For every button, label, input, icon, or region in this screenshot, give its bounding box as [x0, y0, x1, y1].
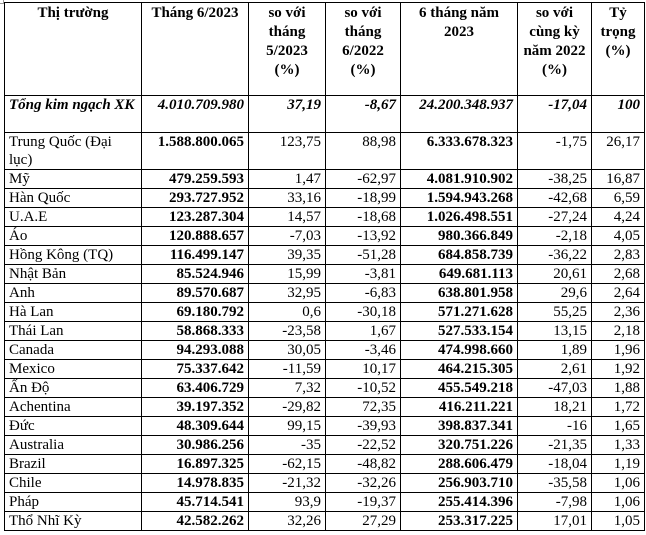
cell-market: Mexico [5, 360, 142, 379]
cell-six-months: 571.271.628 [401, 303, 518, 322]
cell-share: 2,68 [592, 265, 645, 284]
cell-month: 479.259.593 [142, 170, 249, 189]
cell-vs-same-month: 10,17 [326, 360, 401, 379]
cell-six-months: 455.549.218 [401, 379, 518, 398]
cell-vs-same-period: -47,03 [518, 379, 592, 398]
cell-market: Pháp [5, 493, 142, 512]
cell-six-months: 980.366.849 [401, 227, 518, 246]
table-row [5, 417, 645, 436]
cell-share: 6,59 [592, 189, 645, 208]
cell-vs-prev-month: 14,57 [249, 208, 326, 227]
cell-vs-prev-month: 0,6 [249, 303, 326, 322]
cell-share: 26,17 [592, 133, 645, 170]
cell-share: 1,72 [592, 398, 645, 417]
cell-vs-same-month: 1,67 [326, 322, 401, 341]
cell-vs-same-month: 27,29 [326, 512, 401, 531]
cell-vs-same-period: 55,25 [518, 303, 592, 322]
table-row [5, 436, 645, 455]
table-row [5, 398, 645, 417]
cell-share: 1,19 [592, 455, 645, 474]
cell-vs-prev-month: 39,35 [249, 246, 326, 265]
table-row [5, 341, 645, 360]
cell-share: 1,06 [592, 493, 645, 512]
table-row [5, 227, 645, 246]
cell-vs-same-period: -7,98 [518, 493, 592, 512]
cell-vs-prev-month: -7,03 [249, 227, 326, 246]
cell-vs-same-month: -39,93 [326, 417, 401, 436]
table-row [5, 189, 645, 208]
table-row [5, 512, 645, 531]
cell-vs-prev-month: -29,82 [249, 398, 326, 417]
cell-vs-same-period: -42,68 [518, 189, 592, 208]
cell-month: 69.180.792 [142, 303, 249, 322]
cell-share: 1,65 [592, 417, 645, 436]
cell-vs-prev-month: 30,05 [249, 341, 326, 360]
cell-share: 16,87 [592, 170, 645, 189]
table-row [5, 322, 645, 341]
cell-vs-prev-month: 32,26 [249, 512, 326, 531]
cell-vs-same-month: -13,92 [326, 227, 401, 246]
cell-market: Trung Quốc (Đại lục) [5, 133, 142, 170]
cell-vs-prev-month: -23,58 [249, 322, 326, 341]
cell-six-months: 464.215.305 [401, 360, 518, 379]
total-month: 4.010.709.980 [142, 96, 249, 133]
cell-vs-same-period: -21,35 [518, 436, 592, 455]
table-row [5, 170, 645, 189]
cell-month: 293.727.952 [142, 189, 249, 208]
cell-vs-same-period: 1,89 [518, 341, 592, 360]
cell-share: 1,88 [592, 379, 645, 398]
cell-vs-same-period: -38,25 [518, 170, 592, 189]
cell-vs-same-month: -3,46 [326, 341, 401, 360]
cell-vs-prev-month: 99,15 [249, 417, 326, 436]
cell-vs-same-period: -2,18 [518, 227, 592, 246]
cell-share: 2,18 [592, 322, 645, 341]
cell-vs-same-month: -32,26 [326, 474, 401, 493]
cell-vs-same-period: -36,22 [518, 246, 592, 265]
table-row [5, 208, 645, 227]
cell-market: Chile [5, 474, 142, 493]
cell-market: Đức [5, 417, 142, 436]
cell-vs-prev-month: 93,9 [249, 493, 326, 512]
table-row [5, 360, 645, 379]
cell-month: 120.888.657 [142, 227, 249, 246]
cell-month: 123.287.304 [142, 208, 249, 227]
cell-month: 45.714.541 [142, 493, 249, 512]
cell-market: Hồng Kông (TQ) [5, 246, 142, 265]
header-vs-prev-month: so với tháng 5/2023 (%) [249, 3, 326, 96]
table-row [5, 265, 645, 284]
cell-share: 2,64 [592, 284, 645, 303]
cell-share: 1,05 [592, 512, 645, 531]
cell-month: 16.897.325 [142, 455, 249, 474]
header-vs-same-month: so với tháng 6/2022 (%) [326, 3, 401, 96]
table-row [5, 474, 645, 493]
cell-vs-same-month: 88,98 [326, 133, 401, 170]
cell-market: Brazil [5, 455, 142, 474]
cell-share: 1,06 [592, 474, 645, 493]
cell-vs-prev-month: -21,32 [249, 474, 326, 493]
cell-vs-prev-month: 123,75 [249, 133, 326, 170]
table-row [5, 284, 645, 303]
cell-market: U.A.E [5, 208, 142, 227]
cell-vs-same-month: -10,52 [326, 379, 401, 398]
cell-vs-prev-month: -11,59 [249, 360, 326, 379]
cell-vs-prev-month: -62,15 [249, 455, 326, 474]
cell-vs-prev-month: 32,95 [249, 284, 326, 303]
cell-share: 4,24 [592, 208, 645, 227]
table-row [5, 493, 645, 512]
cell-vs-same-period: 29,6 [518, 284, 592, 303]
header-month: Tháng 6/2023 [142, 3, 249, 96]
cell-vs-same-month: -51,28 [326, 246, 401, 265]
total-row [5, 96, 645, 133]
cell-vs-same-month: -62,97 [326, 170, 401, 189]
cell-vs-same-period: -27,24 [518, 208, 592, 227]
cell-six-months: 638.801.958 [401, 284, 518, 303]
table-row [5, 133, 645, 170]
cell-market: Nhật Bản [5, 265, 142, 284]
cell-vs-same-month: -30,18 [326, 303, 401, 322]
export-market-table [4, 2, 645, 531]
cell-vs-same-month: -19,37 [326, 493, 401, 512]
cell-month: 85.524.946 [142, 265, 249, 284]
cell-six-months: 1.594.943.268 [401, 189, 518, 208]
header-six-months: 6 tháng năm 2023 [401, 3, 518, 96]
cell-vs-prev-month: -35 [249, 436, 326, 455]
cell-share: 1,96 [592, 341, 645, 360]
cell-month: 14.978.835 [142, 474, 249, 493]
total-market: Tổng kim ngạch XK [5, 96, 142, 133]
cell-vs-same-month: -48,82 [326, 455, 401, 474]
table-row [5, 455, 645, 474]
table-row [5, 379, 645, 398]
cell-vs-same-month: -6,83 [326, 284, 401, 303]
cell-share: 1,92 [592, 360, 645, 379]
cell-vs-same-period: 17,01 [518, 512, 592, 531]
cell-vs-prev-month: 1,47 [249, 170, 326, 189]
total-vs-prev-month: 37,19 [249, 96, 326, 133]
cell-vs-same-period: -35,58 [518, 474, 592, 493]
cell-six-months: 256.903.710 [401, 474, 518, 493]
header-vs-same-period: so với cùng kỳ năm 2022 (%) [518, 3, 592, 96]
cell-six-months: 416.211.221 [401, 398, 518, 417]
cell-six-months: 288.606.479 [401, 455, 518, 474]
header-row [5, 3, 645, 96]
header-share: Tỷ trọng (%) [592, 3, 645, 96]
cell-share: 4,05 [592, 227, 645, 246]
total-six-months: 24.200.348.937 [401, 96, 518, 133]
cell-vs-same-month: -18,99 [326, 189, 401, 208]
cell-six-months: 474.998.660 [401, 341, 518, 360]
cell-month: 39.197.352 [142, 398, 249, 417]
cell-share: 1,33 [592, 436, 645, 455]
cell-month: 30.986.256 [142, 436, 249, 455]
total-share: 100 [592, 96, 645, 133]
cell-month: 75.337.642 [142, 360, 249, 379]
cell-vs-same-period: -16 [518, 417, 592, 436]
cell-market: Áo [5, 227, 142, 246]
cell-market: Mỹ [5, 170, 142, 189]
cell-month: 116.499.147 [142, 246, 249, 265]
cell-vs-same-period: -1,75 [518, 133, 592, 170]
cell-six-months: 320.751.226 [401, 436, 518, 455]
cell-market: Thổ Nhĩ Kỳ [5, 512, 142, 531]
cell-six-months: 6.333.678.323 [401, 133, 518, 170]
cell-market: Hàn Quốc [5, 189, 142, 208]
cell-month: 58.868.333 [142, 322, 249, 341]
cell-six-months: 253.317.225 [401, 512, 518, 531]
cell-vs-same-period: -18,04 [518, 455, 592, 474]
cell-vs-same-month: -3,81 [326, 265, 401, 284]
cell-six-months: 1.026.498.551 [401, 208, 518, 227]
cell-month: 63.406.729 [142, 379, 249, 398]
cell-vs-prev-month: 7,32 [249, 379, 326, 398]
cell-vs-same-period: 13,15 [518, 322, 592, 341]
cell-month: 89.570.687 [142, 284, 249, 303]
cell-six-months: 398.837.341 [401, 417, 518, 436]
cell-month: 94.293.088 [142, 341, 249, 360]
total-vs-same-month: -8,67 [326, 96, 401, 133]
cell-six-months: 649.681.113 [401, 265, 518, 284]
cell-market: Thái Lan [5, 322, 142, 341]
cell-vs-same-month: 72,35 [326, 398, 401, 417]
table-row [5, 303, 645, 322]
cell-vs-prev-month: 15,99 [249, 265, 326, 284]
cell-market: Australia [5, 436, 142, 455]
cell-market: Ấn Độ [5, 379, 142, 398]
cell-vs-same-month: -18,68 [326, 208, 401, 227]
cell-market: Anh [5, 284, 142, 303]
cell-six-months: 255.414.396 [401, 493, 518, 512]
cell-six-months: 4.081.910.902 [401, 170, 518, 189]
cell-vs-same-period: 18,21 [518, 398, 592, 417]
total-vs-same-period: -17,04 [518, 96, 592, 133]
cell-market: Achentina [5, 398, 142, 417]
cell-share: 2,36 [592, 303, 645, 322]
cell-six-months: 684.858.739 [401, 246, 518, 265]
header-market: Thị trường [5, 3, 142, 96]
cell-vs-same-month: -22,52 [326, 436, 401, 455]
table-row [5, 246, 645, 265]
cell-market: Hà Lan [5, 303, 142, 322]
cell-market: Canada [5, 341, 142, 360]
cell-month: 48.309.644 [142, 417, 249, 436]
cell-vs-prev-month: 33,16 [249, 189, 326, 208]
cell-share: 2,83 [592, 246, 645, 265]
cell-six-months: 527.533.154 [401, 322, 518, 341]
cell-vs-same-period: 20,61 [518, 265, 592, 284]
cell-month: 42.582.262 [142, 512, 249, 531]
cell-vs-same-period: 2,61 [518, 360, 592, 379]
cell-month: 1.588.800.065 [142, 133, 249, 170]
